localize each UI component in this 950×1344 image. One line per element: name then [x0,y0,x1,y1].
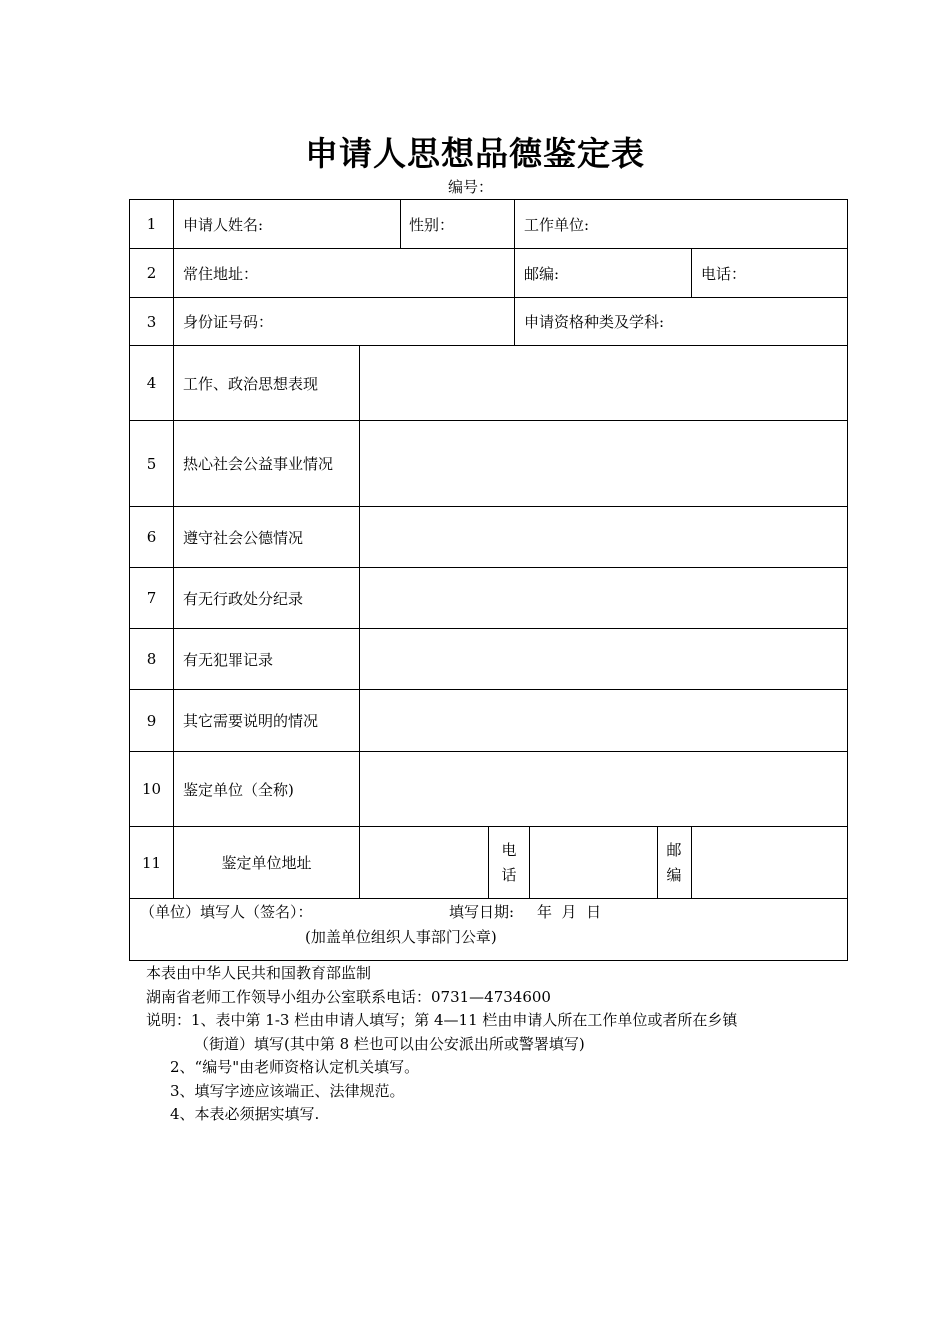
seal-note: (加盖单位组织人事部门公章) [305,927,497,946]
row-label: 有无犯罪记录 [183,650,274,669]
cell-divider [488,826,489,899]
row-number: 3 [146,312,157,331]
row-number: 5 [146,454,157,473]
instruction-2: 2、“编号"由老师资格认定机关填写。 [170,1058,420,1076]
fill-date-parts: 年 月 日 [537,902,602,921]
contact-phone-note: 湖南省老师工作领导小组办公室联系电话：0731—4734600 [146,987,551,1006]
row-number: 8 [146,650,157,668]
row-number: 6 [146,528,157,546]
instruction-3: 3、填写字迹应该端正、法律规范。 [170,1081,405,1100]
page-title: 申请人思想品德鉴定表 [305,134,645,173]
phone-label: 电话： [701,264,747,283]
work-unit-label: 工作单位: [524,215,590,234]
supervision-note: 本表由中华人民共和国教育部监制 [146,964,372,982]
row-label: 有无行政处分纪录 [183,589,304,608]
row-number: 7 [146,589,157,607]
cell-divider [514,199,515,346]
gender-label: 性别： [409,215,455,234]
row-number: 11 [141,853,162,872]
row-label: 鉴定单位（全称) [183,780,294,799]
label-column-divider [359,345,360,899]
postcode-label-vertical: 邮 编 [666,841,682,884]
row-label: 其它需要说明的情况 [183,712,319,730]
cell-divider [691,826,692,899]
row-label: 遵守社会公德情况 [183,528,304,547]
cell-divider [529,826,530,899]
id-number-label: 身份证号码： [183,313,274,331]
row-number: 4 [146,374,157,392]
fill-date-label: 填写日期: [449,902,515,921]
instruction-1: 说明：1、表中第 1-3 栏由申请人填写；第 4—11 栏由申请人所在工作单位或者所在乡镇 [146,1011,738,1029]
row-label: 热心社会公益事业情况 [183,455,334,473]
table-border-right [847,199,848,961]
cell-divider [400,199,401,249]
row-label: 鉴定单位地址 [221,854,312,872]
instruction-1-continued: （街道）填写(其中第 8 栏也可以由公安派出所或警署填写) [194,1034,585,1053]
notes-section [146,962,737,1127]
row-number: 10 [141,780,162,798]
qualification-label: 申请资格种类及学科: [524,313,665,331]
cell-divider [691,248,692,298]
table-border-bottom [129,960,848,961]
number-column-divider [173,199,174,899]
postcode-label: 邮编: [524,264,560,283]
row-number: 1 [146,215,157,233]
serial-number-label: 编号： [448,178,494,196]
row-number: 2 [146,264,157,282]
instruction-4: 4、本表必须据实填写. [170,1105,320,1123]
address-label: 常住地址： [183,264,259,283]
cell-divider [657,826,658,899]
row-number: 9 [146,711,157,730]
filler-signature-label: （单位）填写人（签名）： [140,902,313,921]
applicant-name-label: 申请人姓名: [183,215,264,234]
row-label: 工作、政治思想表现 [183,374,319,393]
phone-label-vertical: 电 话 [501,841,517,884]
